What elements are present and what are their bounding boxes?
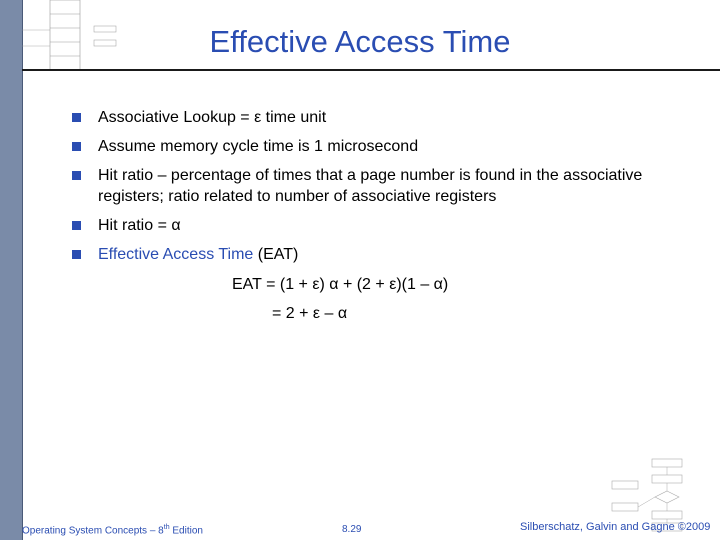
footer-copyright: Silberschatz, Galvin and Gagne ©2009 [520,521,711,533]
slide-title: Effective Access Time [209,24,511,59]
square-bullet-icon [72,250,81,259]
eat-simplified-equation: = 2 + ε – α [272,305,348,322]
left-sidebar-bar [0,0,22,540]
footer-left-superscript: th [163,524,170,531]
bullet-text: time unit [261,109,327,126]
bullet-item [70,244,700,265]
bullet-item [70,165,700,207]
sidebar-divider [22,0,23,540]
bullet-text: Hit ratio = [98,217,172,234]
bullet-item [70,136,700,157]
bullet-text: Assume memory cycle time is 1 microsecond [98,138,419,155]
title-underline [22,69,720,71]
bullet-text: Hit ratio – percentage of times that a page number is found in the associative registers; ratio related to number of associative registers [98,167,643,205]
square-bullet-icon [72,171,81,180]
square-bullet-icon [72,221,81,230]
bullet-list [70,107,700,273]
memory-diagram-thumbnail [22,0,142,75]
square-bullet-icon [72,113,81,122]
page-number: 8.29 [342,524,362,535]
bullet-item [70,215,700,236]
square-bullet-icon [72,142,81,151]
footer-left-text: Operating System Concepts – 8 [22,525,164,537]
alpha-symbol: α [171,217,181,234]
bullet-text: Associative Lookup = [98,109,255,126]
bullet-item [70,107,700,128]
footer-course-title [22,524,203,536]
footer-left-end: Edition [169,525,203,537]
eat-equation: EAT = (1 + ε) α + (2 + ε)(1 – α) [232,276,449,293]
bullet-text: (EAT) [253,246,299,263]
epsilon-symbol: ε [254,109,262,126]
bullet-highlight-text: Effective Access Time [98,246,254,263]
